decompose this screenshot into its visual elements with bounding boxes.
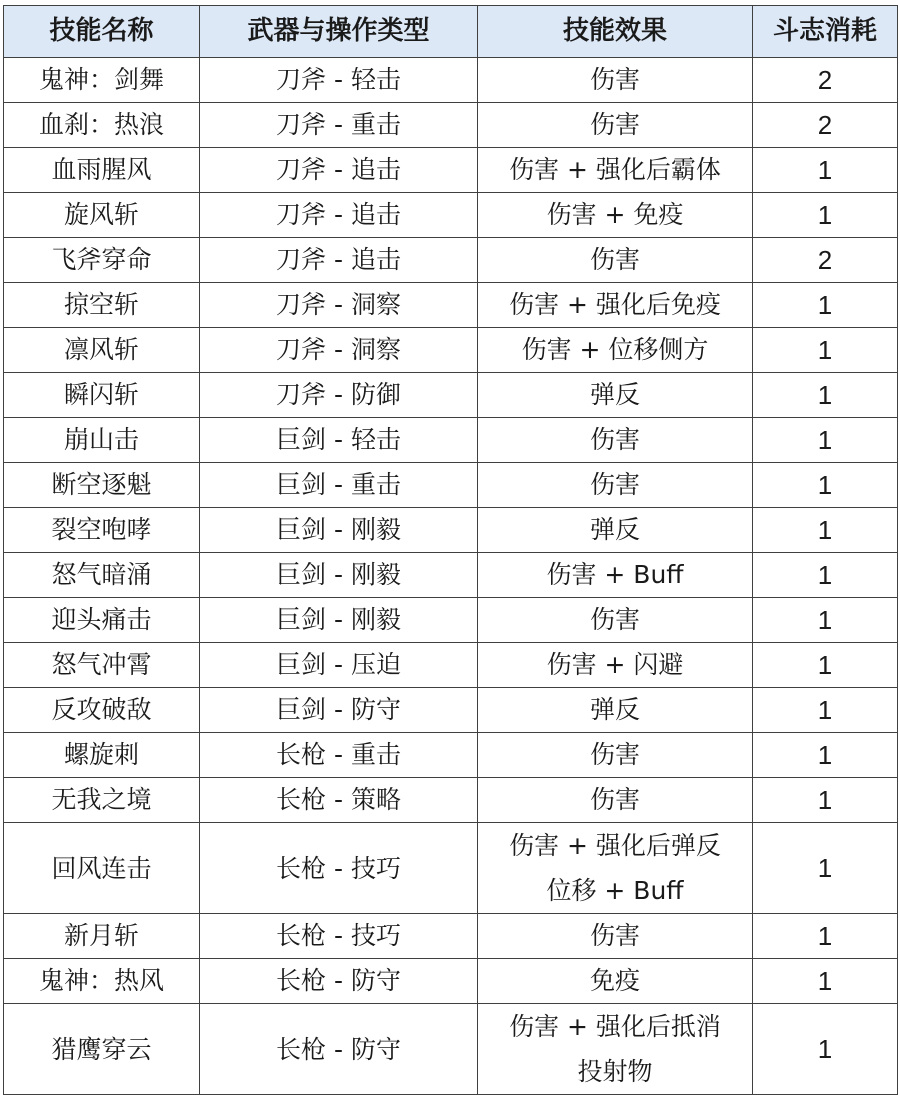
weapon-type-cell: 长枪 - 技巧 <box>200 914 478 959</box>
skill-effect-cell <box>478 193 753 238</box>
skill-name-cell: 血刹：热浪 <box>4 103 200 148</box>
effect-line: 伤害 + 免疫 <box>546 200 684 229</box>
effect-line: 伤害 + 位移侧方 <box>521 335 709 364</box>
morale-cost-cell: 1 <box>753 463 898 508</box>
morale-cost-cell: 1 <box>753 643 898 688</box>
effect-line: 伤害 <box>589 245 640 274</box>
effect-line: 伤害 <box>589 65 640 94</box>
skill-effect-cell <box>478 778 753 823</box>
effect-line: 弹反 <box>589 695 640 724</box>
morale-cost-cell: 2 <box>753 58 898 103</box>
table-row <box>4 553 898 598</box>
weapon-type-cell: 刀斧 - 防御 <box>200 373 478 418</box>
skill-name-cell: 崩山击 <box>4 418 200 463</box>
table-row <box>4 148 898 193</box>
weapon-type-cell: 长枪 - 技巧 <box>200 823 478 914</box>
skill-name-cell: 断空逐魁 <box>4 463 200 508</box>
morale-cost-cell: 1 <box>753 733 898 778</box>
skill-effect-cell <box>478 959 753 1004</box>
weapon-type-cell: 巨剑 - 刚毅 <box>200 598 478 643</box>
skill-name-cell: 飞斧穿命 <box>4 238 200 283</box>
skill-effect-cell <box>478 688 753 733</box>
skill-effect-cell <box>478 283 753 328</box>
morale-cost-cell: 1 <box>753 914 898 959</box>
skill-effect-cell <box>478 643 753 688</box>
skill-name-cell: 鬼神：剑舞 <box>4 58 200 103</box>
header-skill-effect: 技能效果 <box>478 6 753 58</box>
skill-name-cell: 瞬闪斩 <box>4 373 200 418</box>
header-row <box>4 6 898 58</box>
table-row <box>4 463 898 508</box>
table-row <box>4 328 898 373</box>
skill-name-cell: 凛风斩 <box>4 328 200 373</box>
skill-effect-cell <box>478 238 753 283</box>
weapon-type-cell: 刀斧 - 追击 <box>200 193 478 238</box>
table-row <box>4 103 898 148</box>
morale-cost-cell: 1 <box>753 598 898 643</box>
skill-name-cell: 鬼神：热风 <box>4 959 200 1004</box>
morale-cost-cell: 1 <box>753 418 898 463</box>
table-row <box>4 283 898 328</box>
table-row <box>4 238 898 283</box>
weapon-type-cell: 巨剑 - 刚毅 <box>200 553 478 598</box>
skill-effect-cell <box>478 1004 753 1095</box>
effect-line: 伤害 + 闪避 <box>546 650 684 679</box>
morale-cost-cell: 1 <box>753 688 898 733</box>
table-row <box>4 1004 898 1095</box>
skill-name-cell: 旋风斩 <box>4 193 200 238</box>
effect-line: 伤害 <box>589 110 640 139</box>
weapon-type-cell: 巨剑 - 刚毅 <box>200 508 478 553</box>
morale-cost-cell: 1 <box>753 283 898 328</box>
skill-name-cell: 怒气冲霄 <box>4 643 200 688</box>
skill-name-cell: 螺旋刺 <box>4 733 200 778</box>
skill-name-cell: 血雨腥风 <box>4 148 200 193</box>
skill-effect-cell <box>478 553 753 598</box>
skill-effect-cell <box>478 463 753 508</box>
skill-name-cell: 怒气暗涌 <box>4 553 200 598</box>
effect-line: 伤害 + 强化后弹反 <box>509 831 721 860</box>
effect-line: 投射物 <box>577 1057 653 1086</box>
table-row <box>4 823 898 914</box>
table-header <box>4 6 898 58</box>
skill-name-cell: 反攻破敌 <box>4 688 200 733</box>
morale-cost-cell: 1 <box>753 778 898 823</box>
skill-name-cell: 掠空斩 <box>4 283 200 328</box>
morale-cost-cell: 1 <box>753 823 898 914</box>
effect-line: 弹反 <box>589 515 640 544</box>
morale-cost-cell: 1 <box>753 508 898 553</box>
effect-line: 伤害 + 强化后免疫 <box>509 290 721 319</box>
skill-effect-cell <box>478 328 753 373</box>
weapon-type-cell: 长枪 - 重击 <box>200 733 478 778</box>
morale-cost-cell: 2 <box>753 238 898 283</box>
morale-cost-cell: 1 <box>753 959 898 1004</box>
weapon-type-cell: 刀斧 - 洞察 <box>200 328 478 373</box>
table-row <box>4 508 898 553</box>
effect-line: 伤害 <box>589 740 640 769</box>
table-row <box>4 193 898 238</box>
morale-cost-cell: 1 <box>753 1004 898 1095</box>
weapon-type-cell: 长枪 - 策略 <box>200 778 478 823</box>
effect-line: 伤害 <box>589 605 640 634</box>
weapon-type-cell: 长枪 - 防守 <box>200 1004 478 1095</box>
skill-effect-cell <box>478 914 753 959</box>
effect-line: 弹反 <box>589 380 640 409</box>
weapon-type-cell: 刀斧 - 轻击 <box>200 58 478 103</box>
skill-effect-cell <box>478 733 753 778</box>
header-weapon-type: 武器与操作类型 <box>200 6 478 58</box>
morale-cost-cell: 1 <box>753 553 898 598</box>
effect-line: 伤害 <box>589 470 640 499</box>
table-row <box>4 643 898 688</box>
table-row <box>4 58 898 103</box>
weapon-type-cell: 刀斧 - 重击 <box>200 103 478 148</box>
skill-effect-cell <box>478 373 753 418</box>
weapon-type-cell: 巨剑 - 防守 <box>200 688 478 733</box>
weapon-type-cell: 刀斧 - 追击 <box>200 148 478 193</box>
skill-effect-cell <box>478 103 753 148</box>
skill-name-cell: 迎头痛击 <box>4 598 200 643</box>
skill-name-cell: 猎鹰穿云 <box>4 1004 200 1095</box>
table-row <box>4 733 898 778</box>
table-row <box>4 778 898 823</box>
skill-effect-cell <box>478 598 753 643</box>
morale-cost-cell: 1 <box>753 148 898 193</box>
skills-table <box>3 5 898 1095</box>
weapon-type-cell: 巨剑 - 重击 <box>200 463 478 508</box>
skill-effect-cell <box>478 58 753 103</box>
skill-effect-cell <box>478 148 753 193</box>
table-row <box>4 688 898 733</box>
effect-line: 伤害 + 强化后抵消 <box>509 1012 721 1041</box>
weapon-type-cell: 刀斧 - 追击 <box>200 238 478 283</box>
skill-name-cell: 新月斩 <box>4 914 200 959</box>
skill-effect-cell <box>478 418 753 463</box>
table-row <box>4 373 898 418</box>
skill-name-cell: 裂空咆哮 <box>4 508 200 553</box>
morale-cost-cell: 1 <box>753 373 898 418</box>
table-row <box>4 959 898 1004</box>
effect-line: 伤害 <box>589 425 640 454</box>
table-row <box>4 418 898 463</box>
header-morale-cost: 斗志消耗 <box>753 6 898 58</box>
effect-line: 伤害 + Buff <box>546 560 684 589</box>
weapon-type-cell: 巨剑 - 压迫 <box>200 643 478 688</box>
weapon-type-cell: 巨剑 - 轻击 <box>200 418 478 463</box>
table-body <box>4 58 898 1095</box>
effect-line: 位移 + Buff <box>546 876 684 905</box>
effect-line: 伤害 <box>589 921 640 950</box>
skill-effect-cell <box>478 508 753 553</box>
table-row <box>4 598 898 643</box>
effect-line: 伤害 + 强化后霸体 <box>509 155 721 184</box>
skill-effect-cell <box>478 823 753 914</box>
effect-line: 伤害 <box>589 785 640 814</box>
table-row <box>4 914 898 959</box>
weapon-type-cell: 刀斧 - 洞察 <box>200 283 478 328</box>
effect-line: 免疫 <box>589 966 640 995</box>
skill-name-cell: 无我之境 <box>4 778 200 823</box>
morale-cost-cell: 1 <box>753 328 898 373</box>
morale-cost-cell: 2 <box>753 103 898 148</box>
morale-cost-cell: 1 <box>753 193 898 238</box>
header-skill-name: 技能名称 <box>4 6 200 58</box>
skill-name-cell: 回风连击 <box>4 823 200 914</box>
weapon-type-cell: 长枪 - 防守 <box>200 959 478 1004</box>
